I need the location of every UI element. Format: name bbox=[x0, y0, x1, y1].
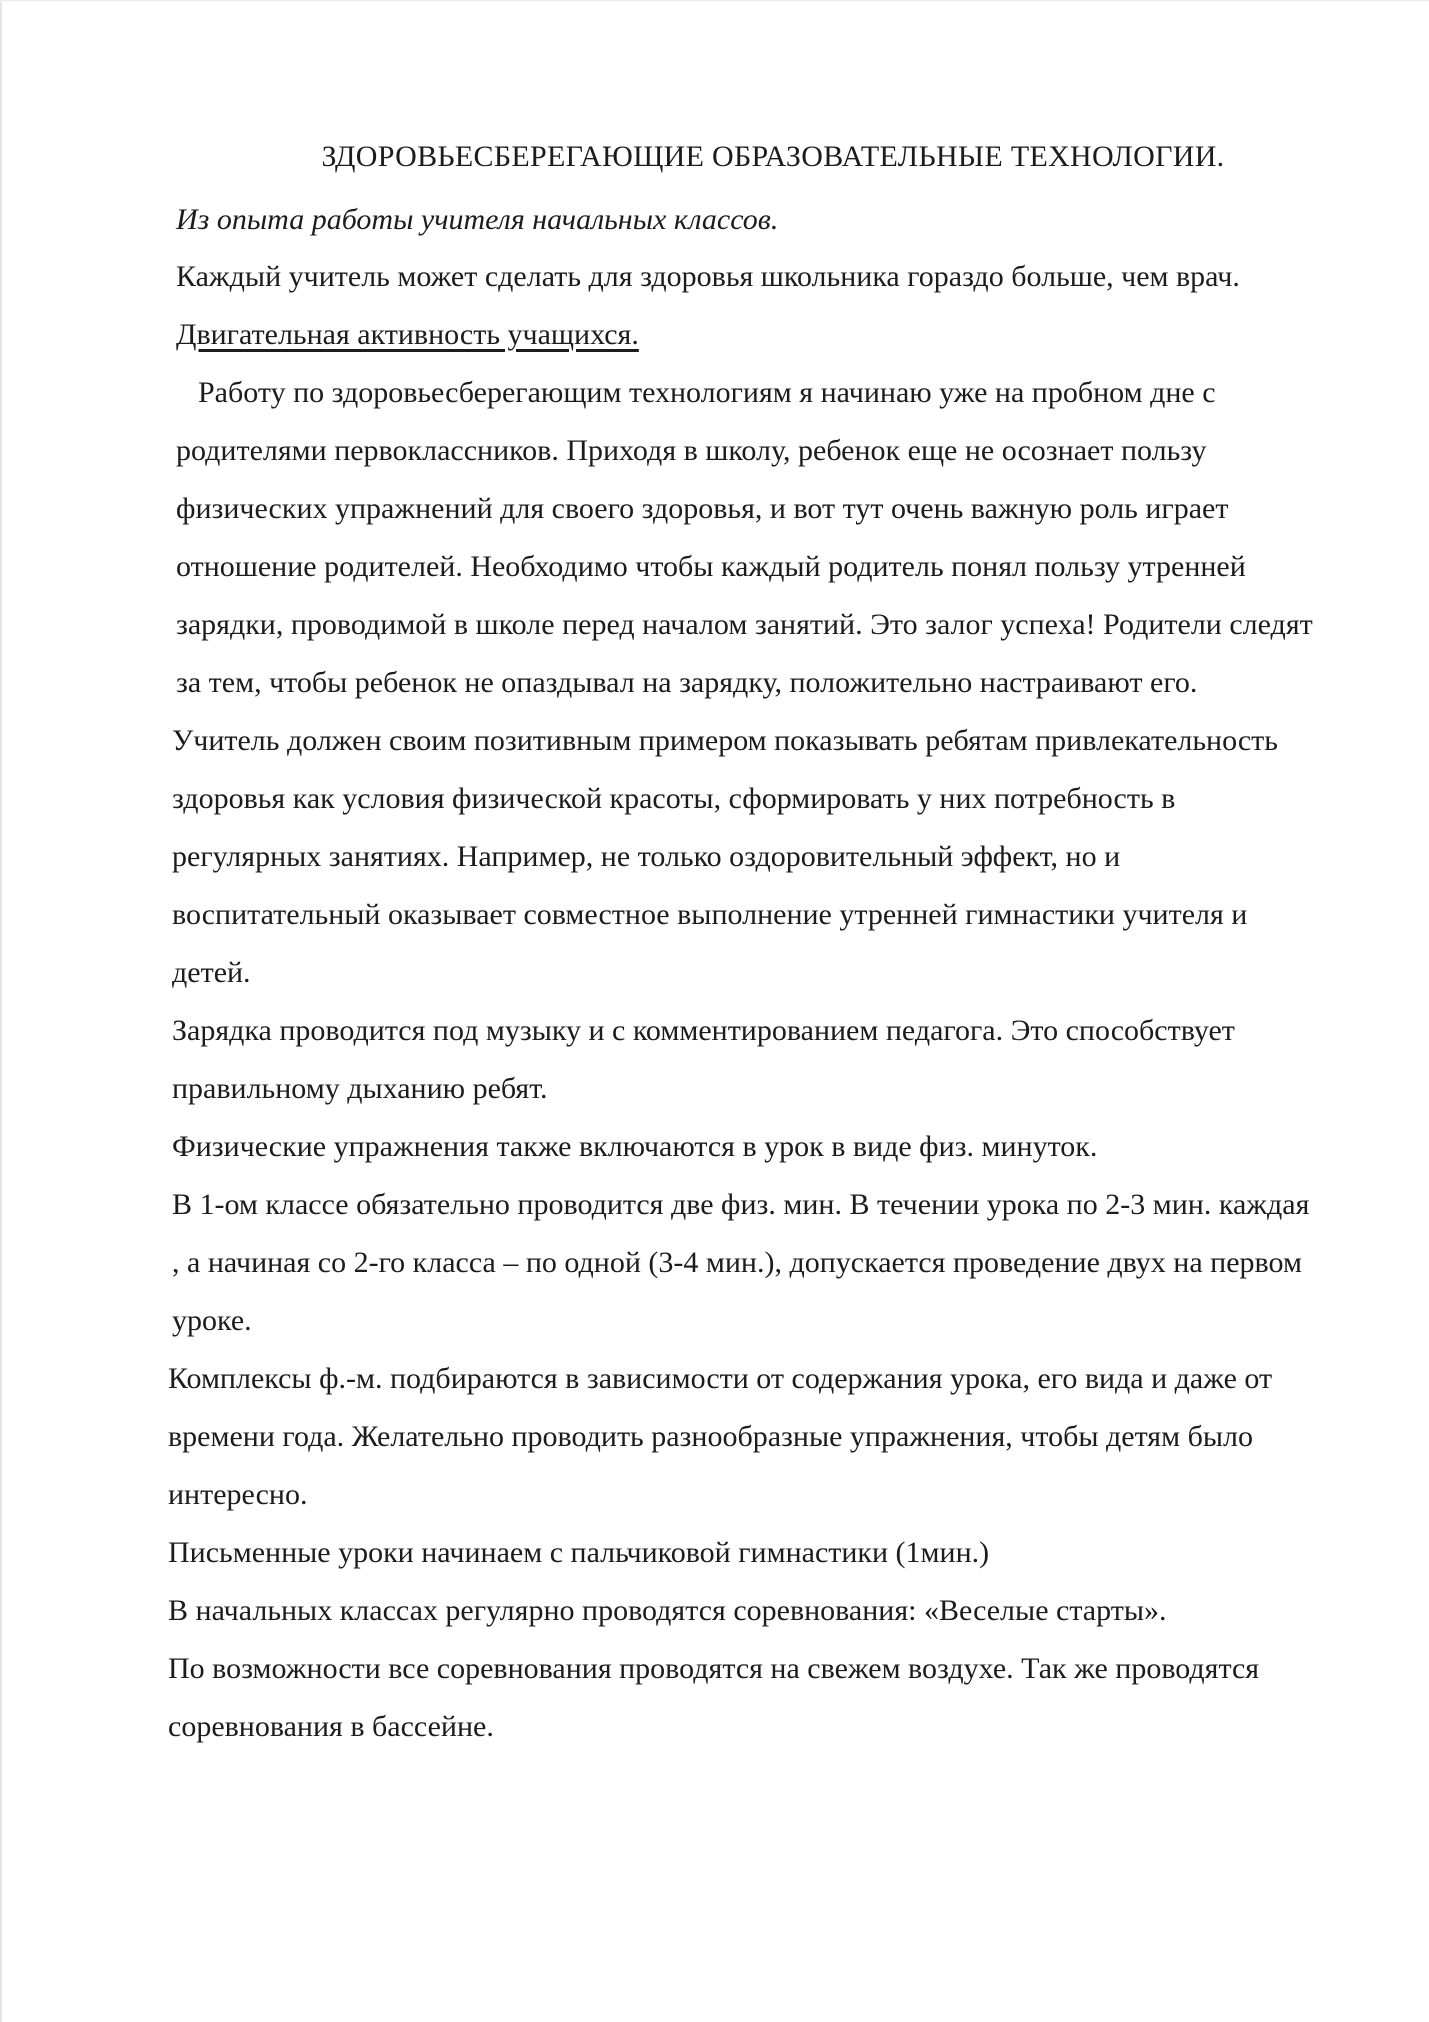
paragraph-4: Физические упражнения также включаются в урок в виде физ. минуток. bbox=[172, 1130, 1098, 1163]
paragraph-5: В 1-ом классе обязательно проводится две физ. мин. В течении урока по 2-3 мин. каждая , а начиная со 2-го класса – по одной (3-4 мин.), допускается проведение двух на первом уроке. bbox=[172, 1188, 1310, 1337]
scan-edge-top bbox=[0, 0, 1429, 2]
scan-edge-left bbox=[0, 0, 3, 2022]
document-page bbox=[168, 136, 1318, 1756]
document-subtitle: Из опыта работы учителя начальных классов. bbox=[176, 203, 779, 236]
paragraph-9: По возможности все соревнования проводятся на свежем воздухе. Так же проводятся соревнования в бассейне. bbox=[168, 1652, 1260, 1743]
paragraph-1: Работу по здоровьесберегающим технологиям я начинаю уже на пробном дне с родителями первоклассников. Приходя в школу, ребенок еще не осознает пользу физических упражнений для своего здоровья, и вот тут очень важную роль играет отношение родителей. Необходимо чтобы каждый родитель понял пользу утренней зарядки, проводимой в школе перед началом занятий. Это залог успеха! Родители следят за тем, чтобы ребенок не опаздывал на зарядку, положительно настраивают его. bbox=[176, 376, 1313, 699]
paragraph-6: Комплексы ф.-м. подбираются в зависимости от содержания урока, его вида и даже от времени года. Желательно проводить разнообразные упражнения, чтобы детям было интересно. bbox=[168, 1362, 1273, 1511]
section-heading: Двигательная активность учащихся. bbox=[176, 318, 639, 351]
paragraph-2: Учитель должен своим позитивным примером показывать ребятам привлекательность здоровья как условия физической красоты, сформировать у них потребность в регулярных занятиях. Например, не только оздоровительный эффект, но и воспитательный оказывает совместное выполнение утренней гимнастики учителя и детей. bbox=[172, 724, 1278, 989]
intro-paragraph: Каждый учитель может сделать для здоровья школьника гораздо больше, чем врач. bbox=[176, 260, 1240, 293]
paragraph-8: В начальных классах регулярно проводятся соревнования: «Веселые старты». bbox=[168, 1594, 1167, 1627]
document-title: ЗДОРОВЬЕСБЕРЕГАЮЩИЕ ОБРАЗОВАТЕЛЬНЫЕ ТЕХНОЛОГИИ. bbox=[321, 140, 1225, 173]
paragraph-7: Письменные уроки начинаем с пальчиковой гимнастики (1мин.) bbox=[168, 1536, 990, 1569]
paragraph-3: Зарядка проводится под музыку и с комментированием педагога. Это способствует правильному дыханию ребят. bbox=[172, 1014, 1235, 1105]
